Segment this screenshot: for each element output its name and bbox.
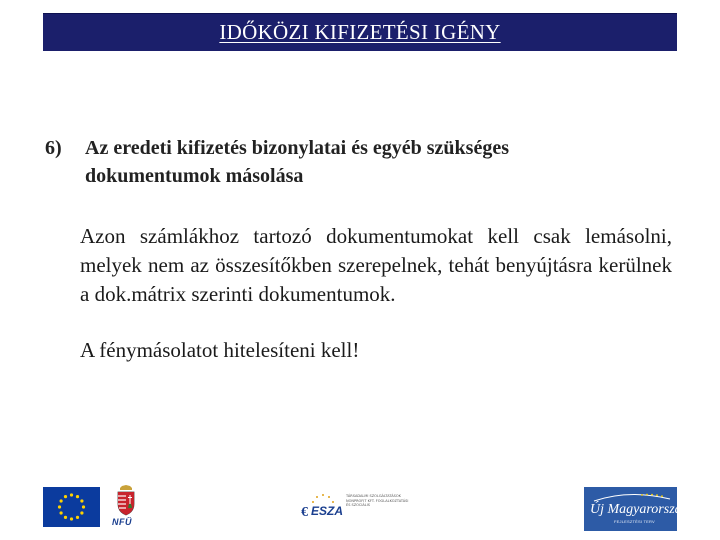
uj-magyarorszag-sub: FEJLESZTÉSI TERV bbox=[614, 519, 655, 524]
slide-title: IDŐKÖZI KIFIZETÉSI IGÉNY bbox=[219, 20, 501, 44]
nfu-label: NFÜ bbox=[112, 517, 132, 527]
eu-flag-icon bbox=[43, 487, 100, 527]
slide-title-bar bbox=[43, 13, 677, 51]
item-heading: Az eredeti kifizetés bizonylatai és egyéb szükséges dokumentumok másolása bbox=[85, 137, 509, 187]
esza-logo bbox=[300, 492, 346, 522]
esza-caption: TÁRSADALMI SZOLGÁLTATÁSOK NONPROFIT KFT. FOGLALKOZTATÁSI ÉS SZOCIÁLIS bbox=[346, 494, 409, 507]
item-number: 6) bbox=[45, 137, 62, 159]
body-paragraph: Azon számlákhoz tartozó dokumentumokat kell csak lemásolni, melyek nem az összesítőkben szerepelnek, tehát benyújtásra kerülnek a dok.mátrix szerinti dokumentumok. bbox=[80, 224, 672, 306]
footer-logos bbox=[0, 480, 720, 540]
svg-text:€: € bbox=[301, 505, 308, 520]
uj-magyarorszag-label: Új Magyarország bbox=[590, 502, 689, 517]
body-note: A fénymásolatot hitelesíteni kell! bbox=[80, 338, 360, 362]
esza-label: ESZA bbox=[311, 504, 344, 518]
